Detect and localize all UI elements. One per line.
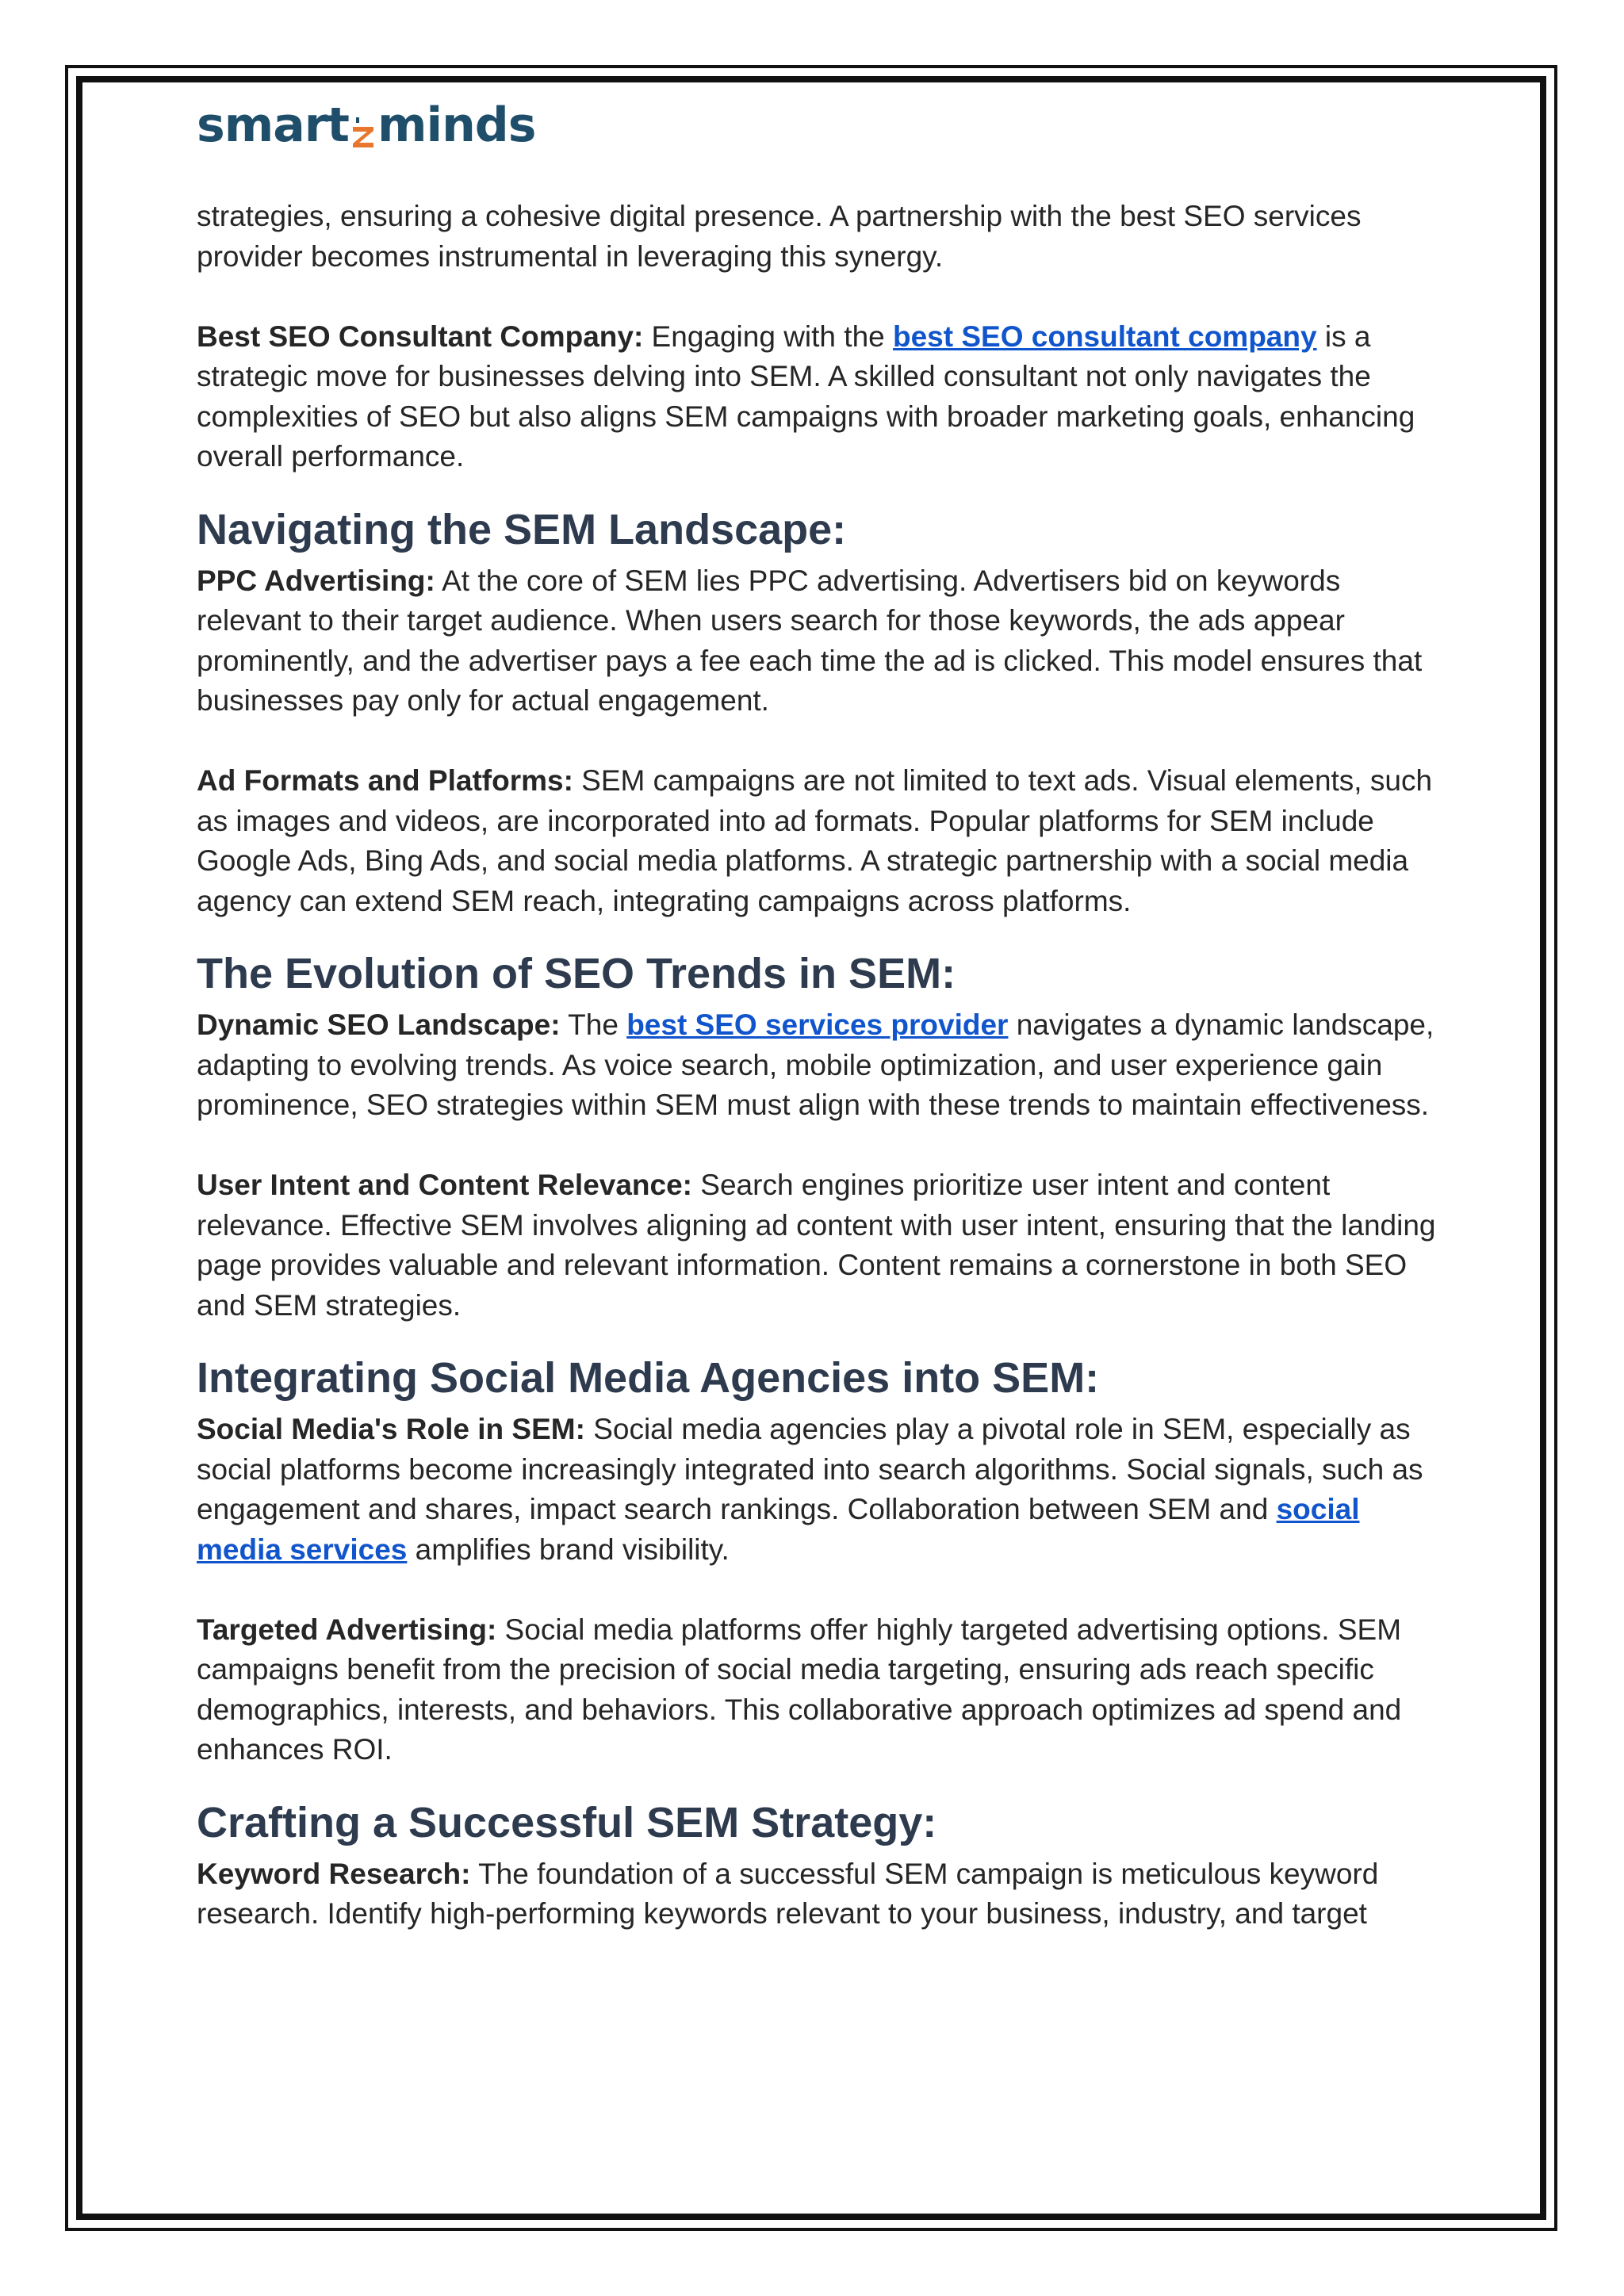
consultant-paragraph <box>197 317 1442 477</box>
logo-text-minds: minds <box>377 98 536 153</box>
section-heading-sem-landscape: Navigating the SEM Landscape: <box>197 505 847 553</box>
social-media-role-label: Social Media's Role in SEM: <box>197 1413 585 1445</box>
best-seo-consultant-link[interactable]: best SEO consultant company <box>893 320 1317 353</box>
targeted-advertising-text: Social media platforms offer highly targeted advertising options. SEM campaigns benefit from the precision of social media targeting, ensuring ads reach specific demographics, interests, and behaviors. This collaborative approach optimizes ad spend and enhances ROI. <box>197 1613 1402 1766</box>
ad-formats-paragraph <box>197 761 1442 921</box>
document-body <box>197 197 1442 1934</box>
social-media-role-text-before: Social media agencies play a pivotal role in SEM, especially as social platforms become increasingly integrated into search algorithms. Social signals, such as engagement and shares, impact search rankings. Collaboration between SEM and <box>197 1413 1423 1525</box>
user-intent-text: Search engines prioritize user intent and content relevance. Effective SEM involves aligning ad content with user intent, ensuring that the landing page provides valuable and relevant information. Content remains a cornerstone in both SEO and SEM strategies. <box>197 1169 1436 1322</box>
intro-paragraph: strategies, ensuring a cohesive digital presence. A partnership with the best SEO services provider becomes instrumental in leveraging this synergy. <box>197 200 1362 273</box>
social-media-services-link[interactable]: social media services <box>197 1493 1360 1566</box>
dynamic-seo-text-before: The <box>560 1008 627 1041</box>
social-media-role-text-after: amplifies brand visibility. <box>407 1533 730 1566</box>
logo-text-smart: smart <box>197 98 349 153</box>
keyword-research-paragraph <box>197 1854 1442 1934</box>
consultant-text-before: Engaging with the <box>643 320 893 353</box>
social-media-role-paragraph <box>197 1410 1442 1570</box>
section-heading-seo-trends: The Evolution of SEO Trends in SEM: <box>197 950 956 997</box>
user-intent-label: User Intent and Content Relevance: <box>197 1169 693 1201</box>
ppc-advertising-label: PPC Advertising: <box>197 564 435 597</box>
consultant-text-after: is a strategic move for businesses delving into SEM. A skilled consultant not only navigates the complexities of SEO but also aligns SEM campaigns with broader marketing goals, enhancing overall performance. <box>197 320 1415 473</box>
smartzminds-logo <box>197 94 536 153</box>
dynamic-seo-label: Dynamic SEO Landscape: <box>197 1008 561 1041</box>
dynamic-seo-paragraph <box>197 1005 1442 1126</box>
targeted-advertising-paragraph <box>197 1610 1442 1770</box>
consultant-label: Best SEO Consultant Company: <box>197 320 644 353</box>
keyword-research-text: The foundation of a successful SEM campaign is meticulous keyword research. Identify high-performing keywords relevant to your business, industry, and target <box>197 1857 1379 1930</box>
targeted-advertising-label: Targeted Advertising: <box>197 1613 497 1646</box>
ad-formats-label: Ad Formats and Platforms: <box>197 764 573 797</box>
logo-z-mark-icon <box>350 116 377 149</box>
ppc-advertising-text: At the core of SEM lies PPC advertising. Advertisers bid on keywords relevant to their target audience. When users search for those keywords, the ads appear prominently, and the advertiser pays a fee each time the ad is clicked. This model ensures that businesses pay only for actual engagement. <box>197 564 1423 717</box>
ppc-advertising-paragraph <box>197 561 1442 721</box>
section-heading-social-media-agencies: Integrating Social Media Agencies into SEM: <box>197 1354 1100 1402</box>
section-heading-sem-strategy: Crafting a Successful SEM Strategy: <box>197 1798 937 1846</box>
user-intent-paragraph <box>197 1165 1442 1326</box>
ad-formats-text: SEM campaigns are not limited to text ads. Visual elements, such as images and videos, are incorporated into ad formats. Popular platforms for SEM include Google Ads, Bing Ads, and social media platforms. A strategic partnership with a social media agency can extend SEM reach, integrating campaigns across platforms. <box>197 764 1433 917</box>
dynamic-seo-text-after: navigates a dynamic landscape, adapting to evolving trends. As voice search, mobile optimization, and user experience gain prominence, SEO strategies within SEM must align with these trends to maintain effectiveness. <box>197 1008 1434 1121</box>
keyword-research-label: Keyword Research: <box>197 1857 471 1890</box>
best-seo-services-provider-link[interactable]: best SEO services provider <box>626 1008 1009 1041</box>
